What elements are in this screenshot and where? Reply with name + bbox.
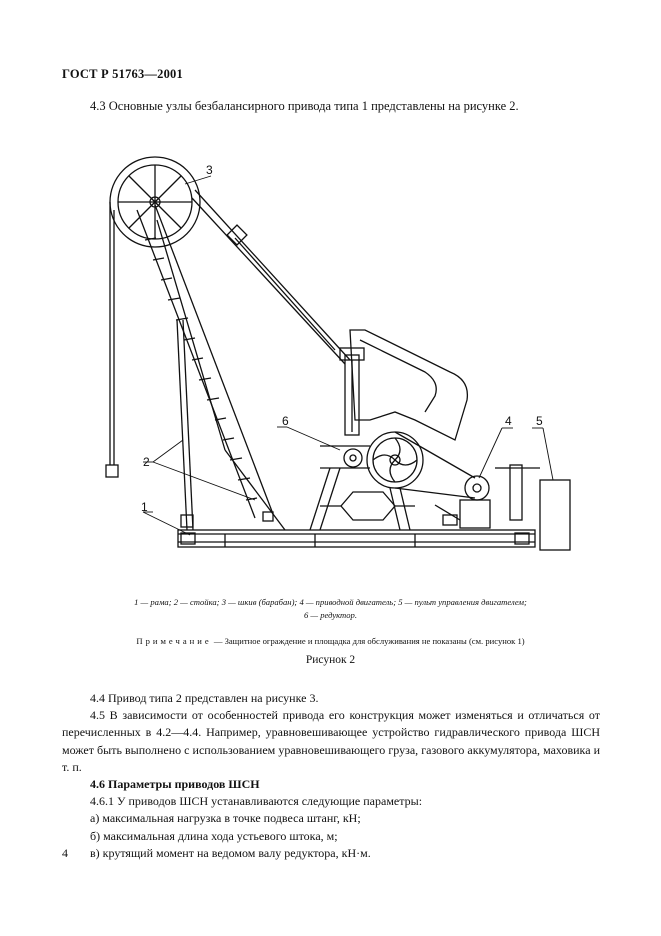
figure-caption: Рисунок 2 [305,654,356,666]
note-text: — Защитное ограждение и площадка для обслуживания не показаны (см. рисунок 1) [211,636,525,646]
section-heading-4-6: 4.6 Параметры приводов ШСН [90,777,260,792]
frame-drawing [178,530,535,547]
list-item-a: а) максимальная нагрузка в точке подвеса штанг, кН; [90,811,361,826]
list-item-c: в) крутящий момент на ведомом валу редуктора, кН·м. [90,845,371,860]
pump-drive-figure [95,150,575,570]
paragraph-4-5: 4.5 В зависимости от особенностей привода его конструкция может изменяться и отличаться от перечисленных в 4.2—4.4. Например, уравновешивающее устройство гидравлического привода ШСН может быть выполнено с использованием уравновешивающего груза, газового аккумулятора, маховика и т. п. [62,708,600,774]
body-text [62,690,600,862]
reducer-drawing [310,330,467,530]
figure-legend-line-2: 6 — редуктор. [303,610,358,620]
callout-4: 4 [505,414,512,428]
stand-ladder-drawing [137,205,285,530]
callout-5: 5 [536,414,543,428]
paragraph-4-6-1: 4.6.1 У приводов ШСН устанавливаются следующие параметры: [90,794,423,809]
figure-legend-line-1: 1 — рама; 2 — стойка; 3 — шкив (барабан); 4 — приводной двигатель; 5 — пульт управления двигателем; [134,597,527,607]
cable-drawing [192,190,350,364]
callout-3: 3 [206,163,213,177]
page-number: 4 [62,846,68,860]
callout-2: 2 [143,455,150,469]
paragraph-4-4: 4.4 Привод типа 2 представлен на рисунке 3. [90,691,319,705]
callout-6: 6 [282,414,289,428]
list-item-b: б) максимальная длина хода устьевого штока, м; [90,828,338,843]
intro-paragraph: 4.3 Основные узлы безбалансирного привода типа 1 представлены на рисунке 2. [90,99,519,113]
standard-header: ГОСТ Р 51763—2001 [62,67,183,81]
figure-note [0,636,661,646]
callout-1: 1 [141,500,148,514]
note-label: Примечание [136,636,212,646]
